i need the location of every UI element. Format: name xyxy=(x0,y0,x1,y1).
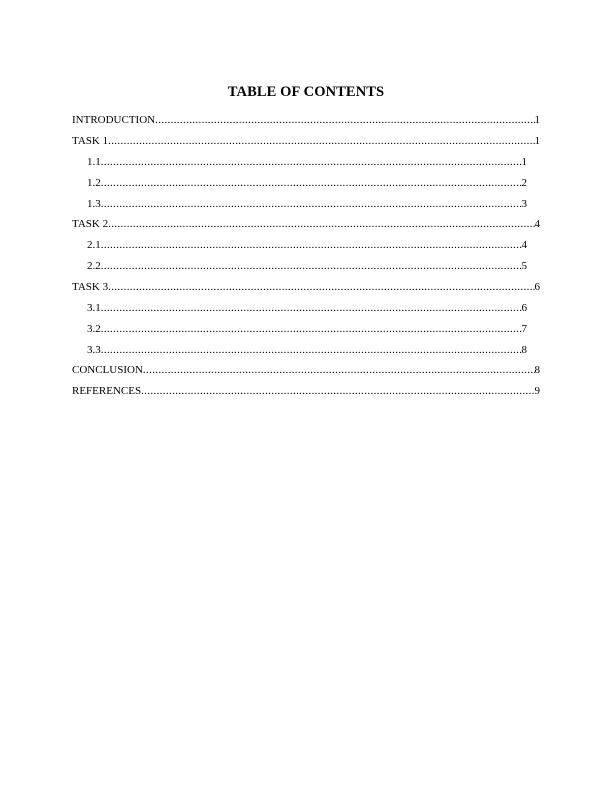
toc-entry-label: REFERENCES xyxy=(72,385,142,397)
toc-page-number: 1 xyxy=(521,156,527,168)
toc-dot-leader xyxy=(143,362,535,378)
toc-entry-label: 1.2 xyxy=(87,177,101,189)
toc-entry-label: CONCLUSION xyxy=(72,364,143,376)
toc-entry-conclusion[interactable] xyxy=(72,362,540,378)
toc-dot-leader xyxy=(155,112,534,128)
toc-dot-leader xyxy=(101,196,522,212)
toc-entry-label: TASK 1 xyxy=(72,135,109,147)
toc-dot-leader xyxy=(101,321,522,337)
toc-entry-label: 2.1 xyxy=(87,239,101,251)
toc-page-number: 4 xyxy=(534,218,540,230)
toc-entry-label: TASK 3 xyxy=(72,281,109,293)
toc-entry-2-1[interactable] xyxy=(87,237,527,253)
toc-page-number: 1 xyxy=(534,135,540,147)
toc-page-number: 5 xyxy=(521,260,527,272)
toc-entry-label: TASK 2 xyxy=(72,218,109,230)
toc-dot-leader xyxy=(101,237,522,253)
toc-page-number: 3 xyxy=(521,198,527,210)
toc-dot-leader xyxy=(101,258,522,274)
toc-page-number: 6 xyxy=(534,281,540,293)
toc-dot-leader xyxy=(108,216,534,232)
toc-page-number: 9 xyxy=(534,385,540,397)
toc-page-number: 1 xyxy=(534,114,540,126)
toc-dot-leader xyxy=(141,383,534,399)
toc-page-number: 8 xyxy=(521,344,527,356)
toc-entry-2-2[interactable] xyxy=(87,258,527,274)
toc-entry-label: 3.2 xyxy=(87,323,101,335)
toc-entry-1-2[interactable] xyxy=(87,175,527,191)
toc-entry-task-3[interactable] xyxy=(72,279,540,295)
toc-dot-leader xyxy=(101,342,522,358)
toc-entry-task-1[interactable] xyxy=(72,133,540,149)
toc-entry-introduction[interactable] xyxy=(72,112,540,128)
toc-entry-label: INTRODUCTION xyxy=(72,114,156,126)
toc-entry-3-3[interactable] xyxy=(87,342,527,358)
toc-dot-leader xyxy=(101,154,522,170)
toc-page-number: 6 xyxy=(521,302,527,314)
toc-page-number: 2 xyxy=(521,177,527,189)
toc-entry-3-2[interactable] xyxy=(87,321,527,337)
toc-entry-1-1[interactable] xyxy=(87,154,527,170)
toc-page-number: 7 xyxy=(521,323,527,335)
toc-entry-label: 2.2 xyxy=(87,260,101,272)
toc-dot-leader xyxy=(108,133,534,149)
toc-entry-1-3[interactable] xyxy=(87,196,527,212)
toc-page-number: 8 xyxy=(534,364,540,376)
toc-dot-leader xyxy=(108,279,534,295)
toc-title: TABLE OF CONTENTS xyxy=(227,84,385,100)
toc-entry-label: 1.3 xyxy=(87,198,101,210)
toc-dot-leader xyxy=(101,175,522,191)
toc-entry-3-1[interactable] xyxy=(87,300,527,316)
toc-entry-references[interactable] xyxy=(72,383,540,399)
toc-entry-label: 3.1 xyxy=(87,302,101,314)
toc-page-number: 4 xyxy=(521,239,527,251)
toc-dot-leader xyxy=(101,300,522,316)
toc-entry-label: 1.1 xyxy=(87,156,101,168)
toc-entry-label: 3.3 xyxy=(87,344,101,356)
toc-entry-task-2[interactable] xyxy=(72,216,540,232)
